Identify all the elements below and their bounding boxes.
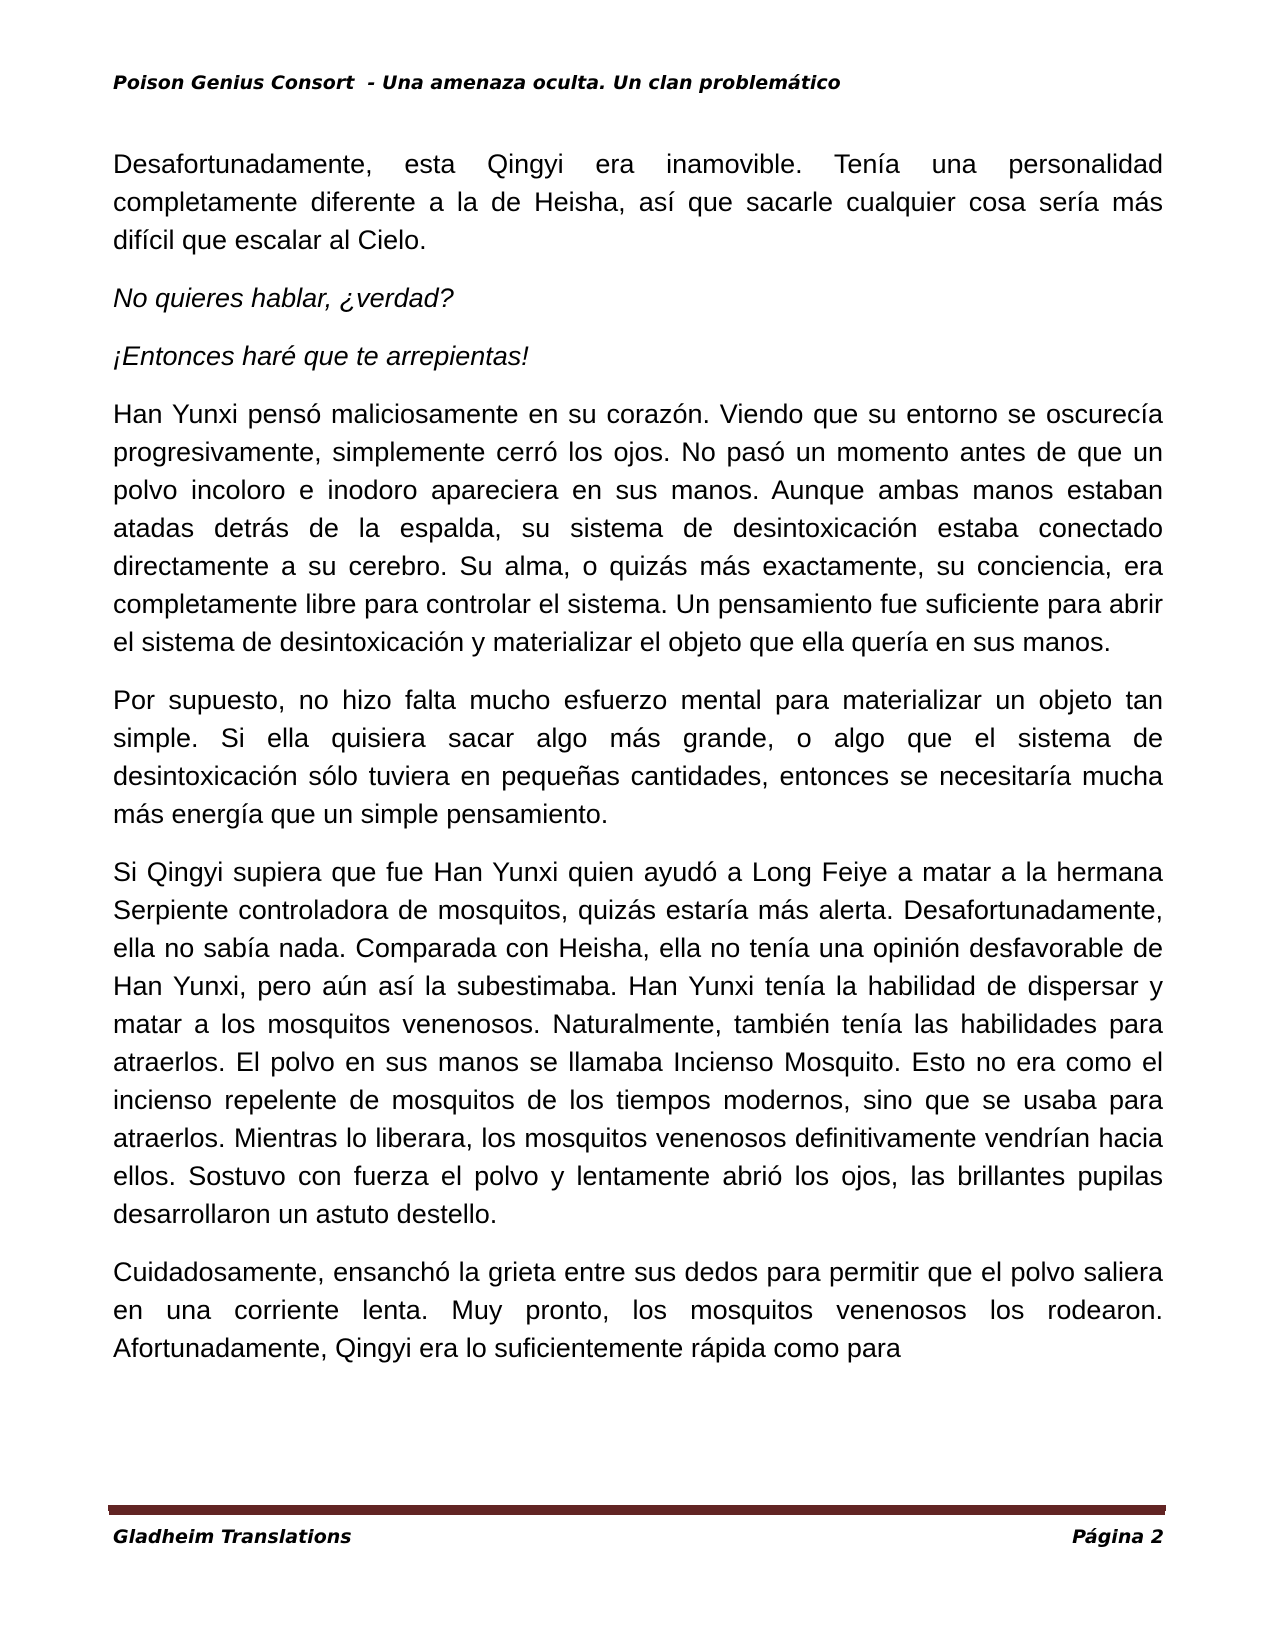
paragraph: Por supuesto, no hizo falta mucho esfuerzo mental para materializar un objeto tan simple. Si ella quisiera sacar algo más grande, o algo que el sistema de desintoxicación sólo tuviera en pequeñas cantidades, entonces se necesitaría mucha más energía que un simple pensamiento. bbox=[113, 685, 1163, 829]
page-header-title: Poison Genius Consort - Una amenaza oculta. Un clan problemático bbox=[113, 72, 841, 94]
document-body bbox=[113, 145, 1163, 1387]
paragraph: Si Qingyi supiera que fue Han Yunxi quien ayudó a Long Feiye a matar a la hermana Serpiente controladora de mosquitos, quizás estaría más alerta. Desafortunadamente, ella no sabía nada. Comparada con Heisha, ella no tenía una opinión desfavorable de Han Yunxi, pero aún así la subestimaba. Han Yunxi tenía la habilidad de dispersar y matar a los mosquitos venenosos. Naturalmente, también tenía las habilidades para atraerlos. El polvo en sus manos se llamaba Incienso Mosquito. Esto no era como el incienso repelente de mosquitos de los tiempos modernos, sino que se usaba para atraerlos. Mientras lo liberara, los mosquitos venenosos definitivamente vendrían hacia ellos. Sostuvo con fuerza el polvo y lentamente abrió los ojos, las brillantes pupilas desarrollaron un astuto destello. bbox=[113, 857, 1163, 1229]
footer-publisher: Gladheim Translations bbox=[113, 1526, 352, 1548]
footer-divider bbox=[108, 1505, 1166, 1511]
paragraph-italic: No quieres hablar, ¿verdad? bbox=[113, 283, 454, 313]
paragraph: Desafortunadamente, esta Qingyi era inamovible. Tenía una personalidad completamente diferente a la de Heisha, así que sacarle cualquier cosa sería más difícil que escalar al Cielo. bbox=[113, 149, 1163, 255]
paragraph-italic: ¡Entonces haré que te arrepientas! bbox=[113, 341, 529, 371]
paragraph: Han Yunxi pensó maliciosamente en su corazón. Viendo que su entorno se oscurecía progresivamente, simplemente cerró los ojos. No pasó un momento antes de que un polvo incoloro e inodoro apareciera en sus manos. Aunque ambas manos estaban atadas detrás de la espalda, su sistema de desintoxicación estaba conectado directamente a su cerebro. Su alma, o quizás más exactamente, su conciencia, era completamente libre para controlar el sistema. Un pensamiento fue suficiente para abrir el sistema de desintoxicación y materializar el objeto que ella quería en sus manos. bbox=[113, 399, 1163, 657]
page-number: Página 2 bbox=[1072, 1526, 1164, 1548]
paragraph: Cuidadosamente, ensanchó la grieta entre sus dedos para permitir que el polvo saliera en una corriente lenta. Muy pronto, los mosquitos venenosos los rodearon. Afortunadamente, Qingyi era lo suficientemente rápida como para bbox=[113, 1257, 1163, 1363]
